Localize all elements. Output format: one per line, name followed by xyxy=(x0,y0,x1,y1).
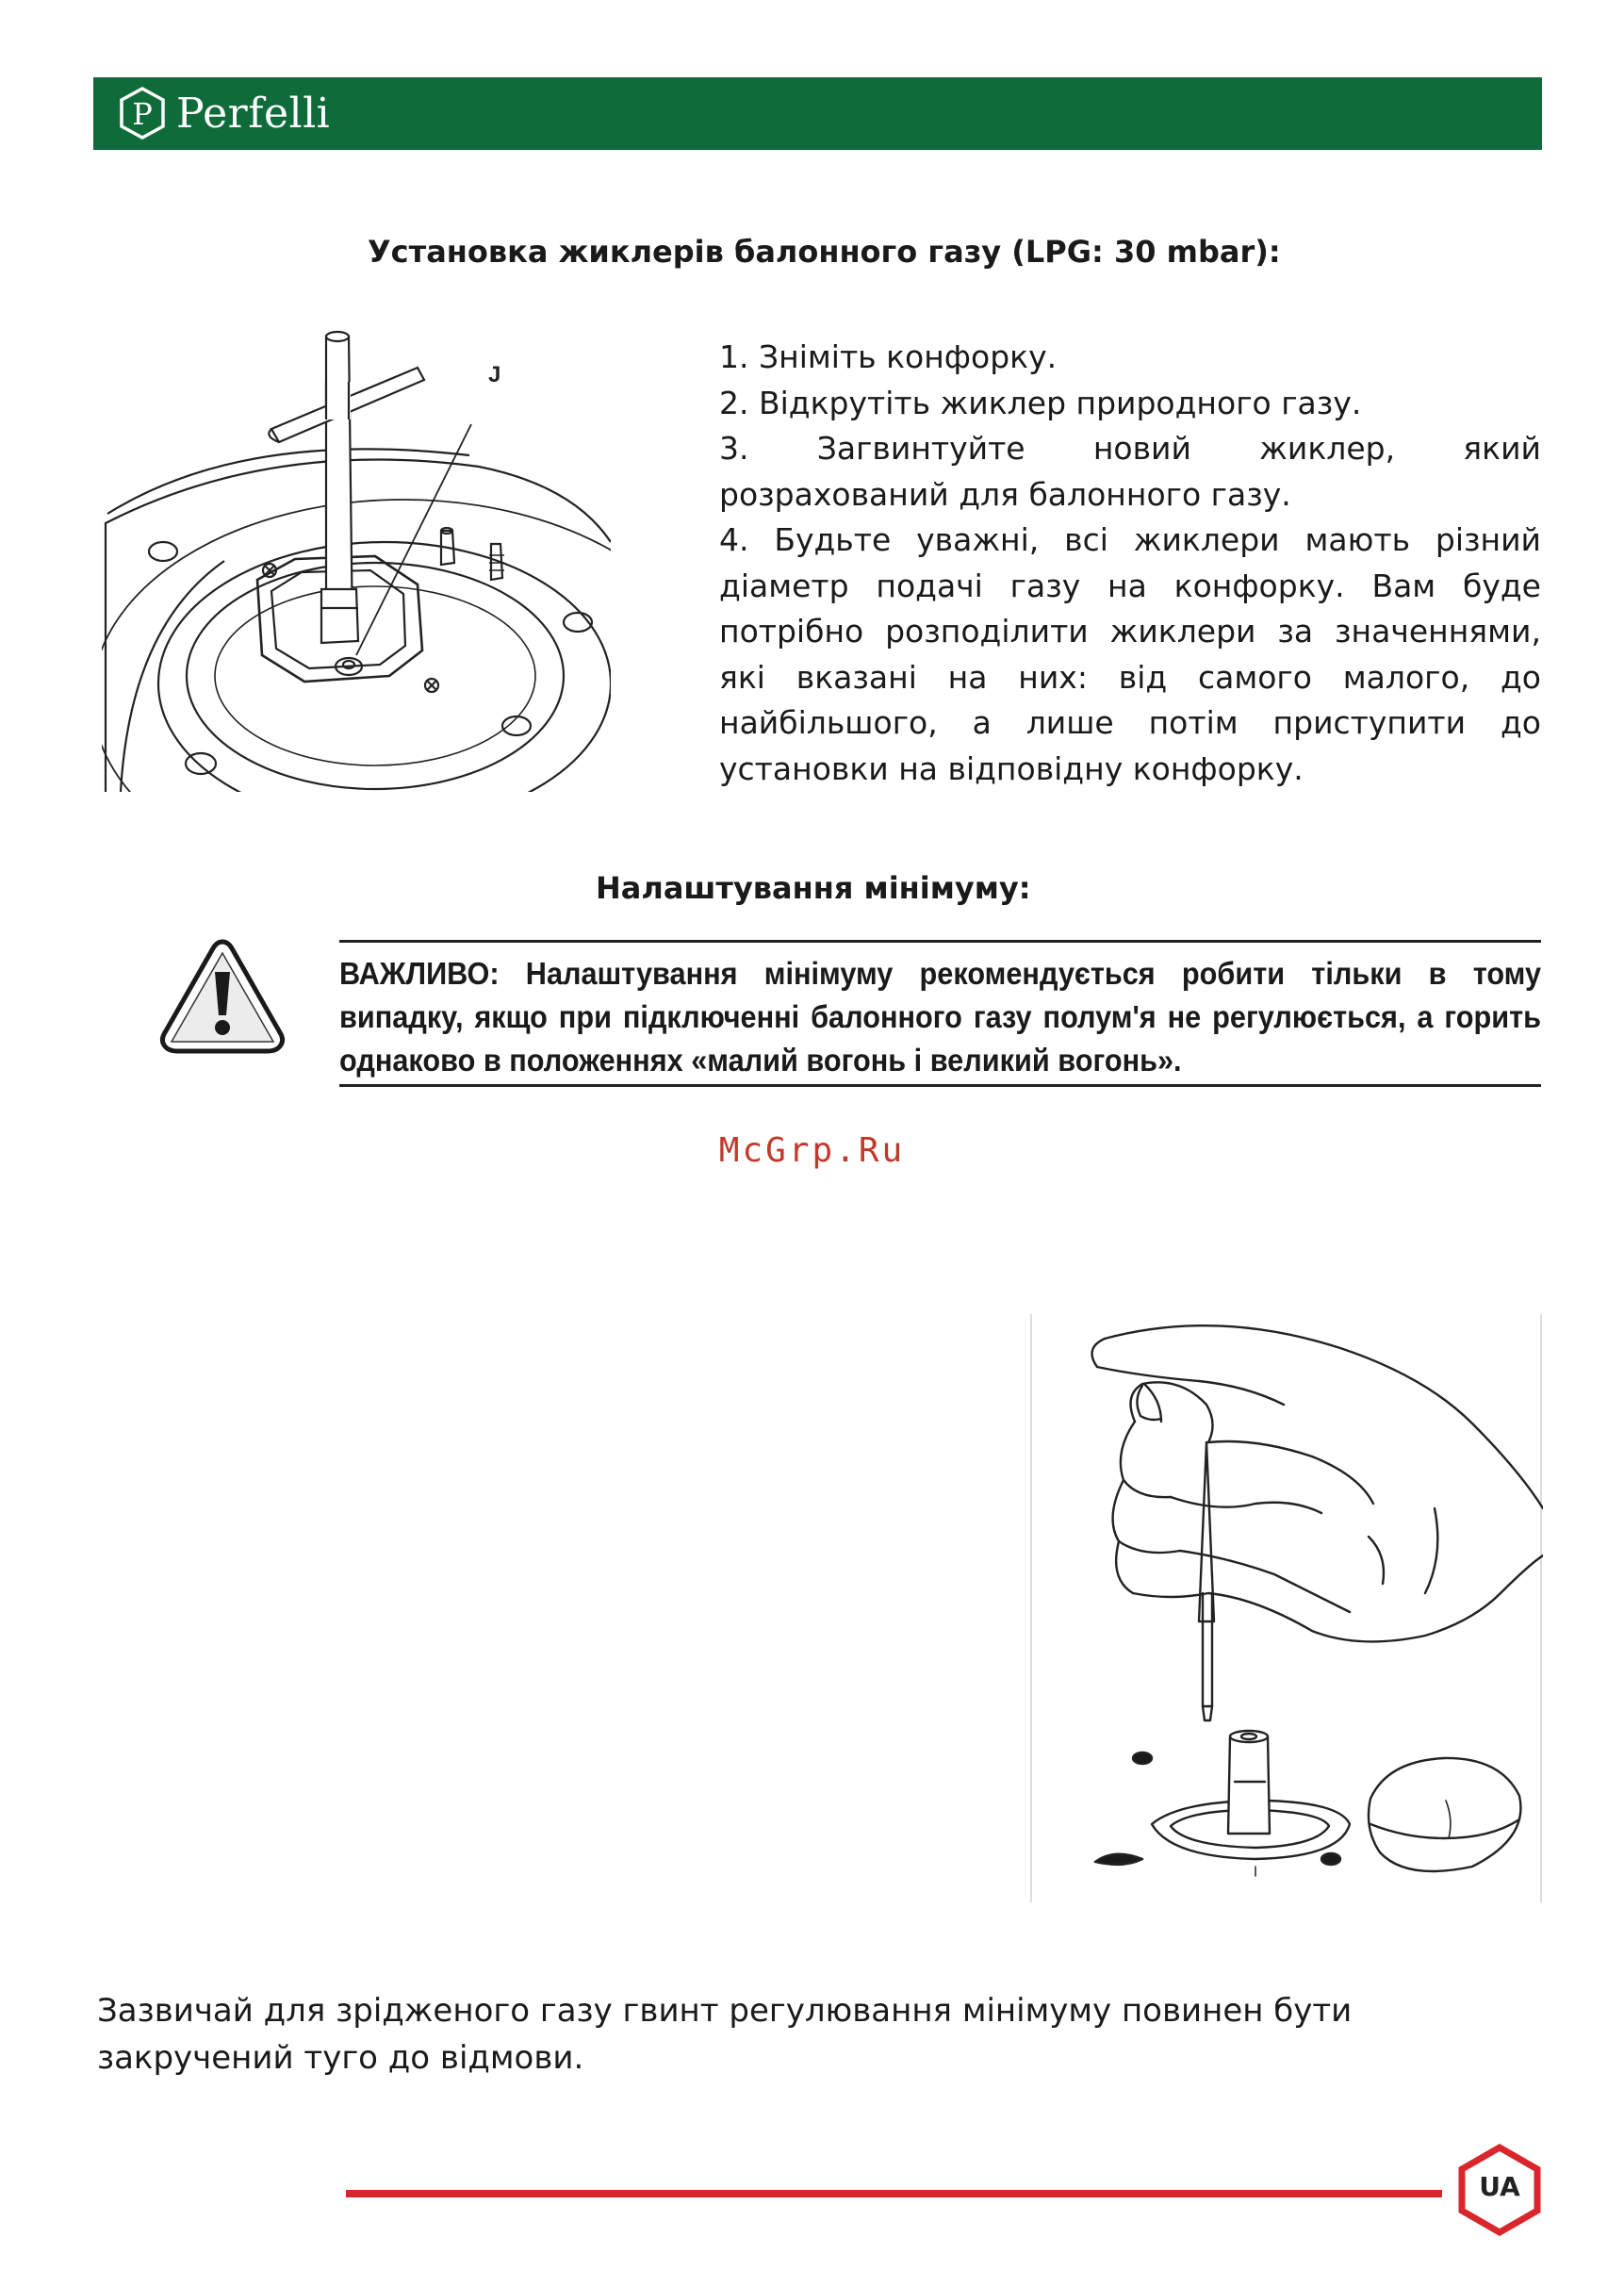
language-badge-label: UA xyxy=(1479,2171,1520,2202)
warning-icon xyxy=(158,936,287,1054)
jet-replacement-illustration xyxy=(102,325,611,792)
brand-logo xyxy=(118,86,330,140)
warning-rule-top xyxy=(339,940,1541,943)
svg-text:P: P xyxy=(132,96,153,132)
figure-label-j: J xyxy=(488,362,501,387)
footer-line xyxy=(346,2190,1442,2197)
minimum-note: Зазвичай для зрідженого газу гвинт регулювання мінімуму повинен бути закручений туго до відмови. xyxy=(97,1992,1353,2077)
step-item: 3. Загвинтуйте новий жиклер, який розрахований для балонного газу. xyxy=(719,430,1541,513)
section-title-minimum: Налаштування мінімуму: xyxy=(596,870,1031,906)
perfelli-logo-icon xyxy=(118,86,167,140)
watermark: McGrp.Ru xyxy=(718,1131,906,1170)
section-title-lpg: Установка жиклерів балонного газу (LPG: 30 mbar): xyxy=(368,234,1281,270)
header-bar xyxy=(93,77,1542,150)
warning-rule-bottom xyxy=(339,1084,1541,1087)
brand-name: Perfelli xyxy=(176,89,331,138)
minimum-adjustment-illustration xyxy=(1029,1310,1543,1904)
installation-steps xyxy=(719,335,1541,792)
warning-text: ВАЖЛИВО: Налаштування мінімуму рекомендується робити тільки в тому випадку, якщо при підключенні балонного газу полум'я не регулюється, а горить однаково в положеннях «малий вогонь і великий вогонь». xyxy=(339,956,1542,1078)
step-item: 4. Будьте уважні, всі жиклери мають різний діаметр подачі газу на конфорку. Вам буде потрібно розподілити жиклери за значеннями, які вказані на них: від самого малого, до найбільшого, а лише потім приступити до установки на відповідну конфорку. xyxy=(719,521,1541,787)
step-item: 1. Зніміть конфорку. xyxy=(719,338,1058,375)
step-item: 2. Відкрутіть жиклер природного газу. xyxy=(719,384,1362,421)
